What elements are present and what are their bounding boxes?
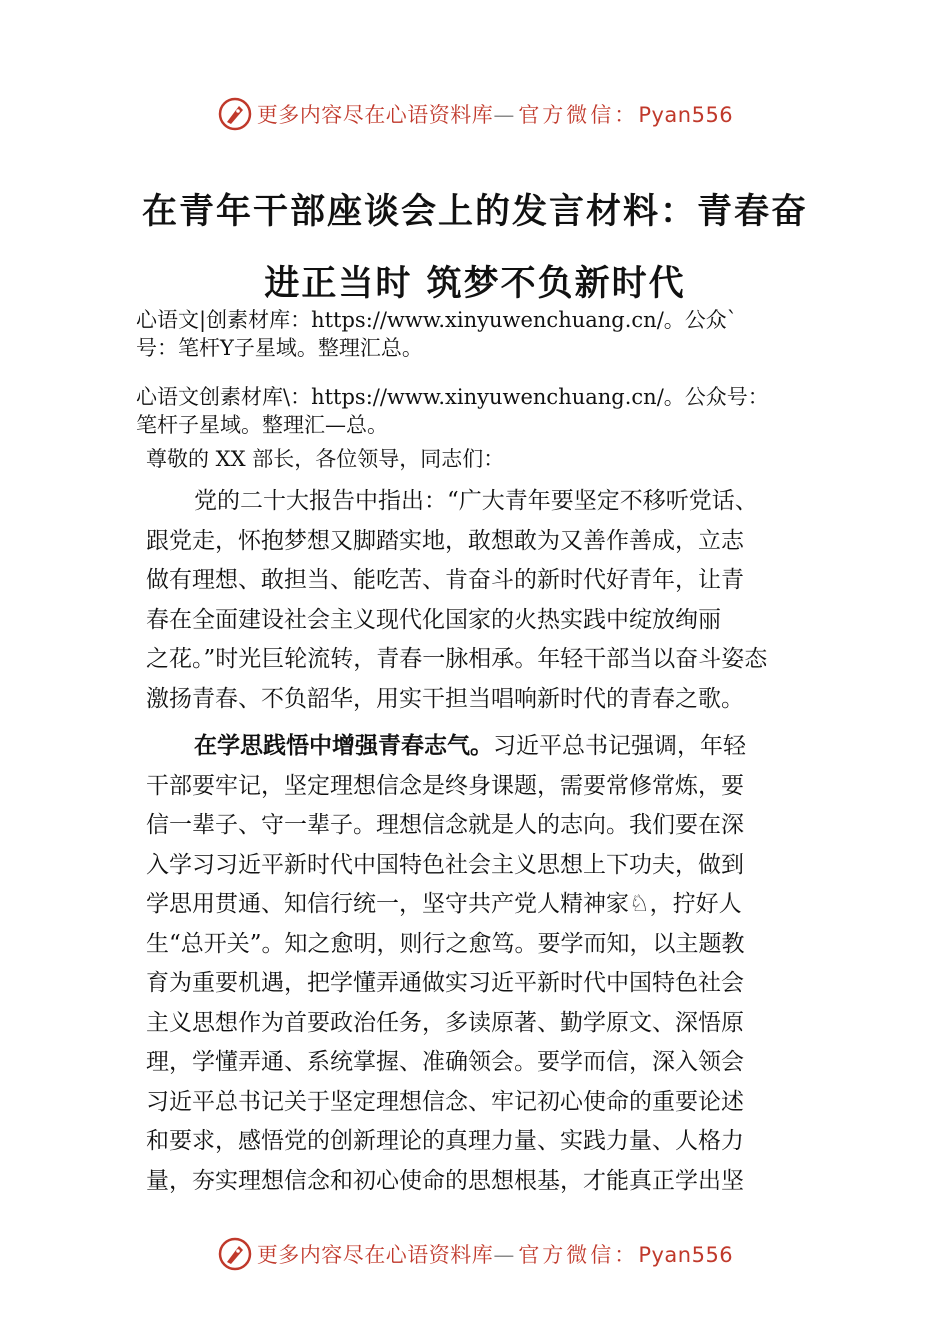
paragraph-line: 入学习习近平新时代中国特色社会主义思想上下功夫，做到 [146, 851, 744, 878]
paragraph-line: 量，夯实理想信念和初心使命的思想根基，才能真正学出坚 [146, 1167, 744, 1194]
paragraph-line: 主义思想作为首要政治任务，多读原著、勤学原文、深悟原 [146, 1009, 744, 1036]
paragraph-first-line [146, 727, 816, 767]
greeting: 尊敬的 XX 部长，各位领导，同志们： [146, 447, 505, 471]
wechat-label: 官方微信： [518, 1243, 639, 1267]
paragraph-line: 理，学懂弄通、系统掌握、准确领会。要学而信，深入领会 [146, 1049, 744, 1075]
paragraph-line: 信一辈子、守一辈子。理想信念就是人的志向。我们要在深 [146, 812, 744, 838]
wechat-label: 官方微信： [518, 103, 639, 127]
paragraph-line: 生“总开关”。知之愈明，则行之愈笃。要学而知，以主题教 [146, 930, 745, 957]
section-heading: 在学思践悟中增强青春志气。 [194, 733, 493, 759]
paragraph-1 [146, 482, 816, 719]
pen-nib-circle-icon [217, 1236, 253, 1272]
paragraph-line: 春在全面建设社会主义现代化国家的火热实践中绽放绚丽 [146, 606, 721, 633]
paragraph-line: 和要求，感悟党的创新理论的真理力量、实践力量、人格力 [146, 1128, 744, 1154]
source-note-1-line1: 心语文|创素材库：https://www.xinyuwenchuang.cn/。公众` [136, 308, 738, 332]
wechat-id: Pyan556 [638, 1243, 734, 1267]
source-note-1 [136, 306, 856, 362]
watermark-separator: — [493, 1243, 519, 1267]
document-title-line1: 在青年干部座谈会上的发言材料：青春奋 [141, 191, 808, 232]
watermark-separator: — [493, 103, 519, 127]
paragraph-line: 之花。”时光巨轮流转，青春一脉相承。年轻干部当以奋斗姿态 [146, 646, 768, 672]
watermark-text: 更多内容尽在心语资料库 [256, 103, 494, 127]
source-note-2-line2: 笔杆子星域。整理汇—总。 [136, 413, 388, 437]
pen-nib-circle-icon [217, 96, 253, 132]
source-note-1-line2: 号：笔杆Y子星域。整理汇总。 [136, 336, 423, 360]
watermark-text: 更多内容尽在心语资料库 [256, 1243, 494, 1267]
paragraph-line: 做有理想、敢担当、能吃苦、肯奋斗的新时代好青年，让青 [146, 567, 744, 593]
source-note-2-line1: 心语文创素材库\：https://www.xinyuwenchuang.cn/。公众号： [136, 385, 769, 409]
paragraph-line: 干部要牢记，坚定理想信念是终身课题，需要常修常炼，要 [146, 772, 744, 799]
paragraph-line-rest: 习近平总书记强调，年轻 [493, 733, 746, 759]
paragraph-line: 跟党走，怀抱梦想又脚踏实地，敢想敢为又善作善成，立志 [146, 527, 744, 554]
document-title-line2: 进正当时 筑梦不负新时代 [264, 263, 686, 304]
paragraph-line: 党的二十大报告中指出：“广大青年要坚定不移听党话、 [194, 488, 758, 514]
wechat-id: Pyan556 [638, 103, 734, 127]
header-watermark [0, 92, 950, 136]
paragraph-line: 育为重要机遇，把学懂弄通做实习近平新时代中国特色社会 [146, 970, 744, 996]
paragraph-line: 学思用贯通、知信行统一，坚守共产党人精神家♘，拧好人 [146, 891, 742, 917]
paragraph-line: 习近平总书记关于坚定理想信念、牢记初心使命的重要论述 [146, 1088, 744, 1115]
paragraph-2 [146, 727, 816, 1201]
paragraph-line: 激扬青春、不负韶华，用实干担当唱响新时代的青春之歌。 [146, 685, 744, 712]
source-note-2 [136, 383, 856, 439]
footer-watermark [0, 1232, 950, 1276]
